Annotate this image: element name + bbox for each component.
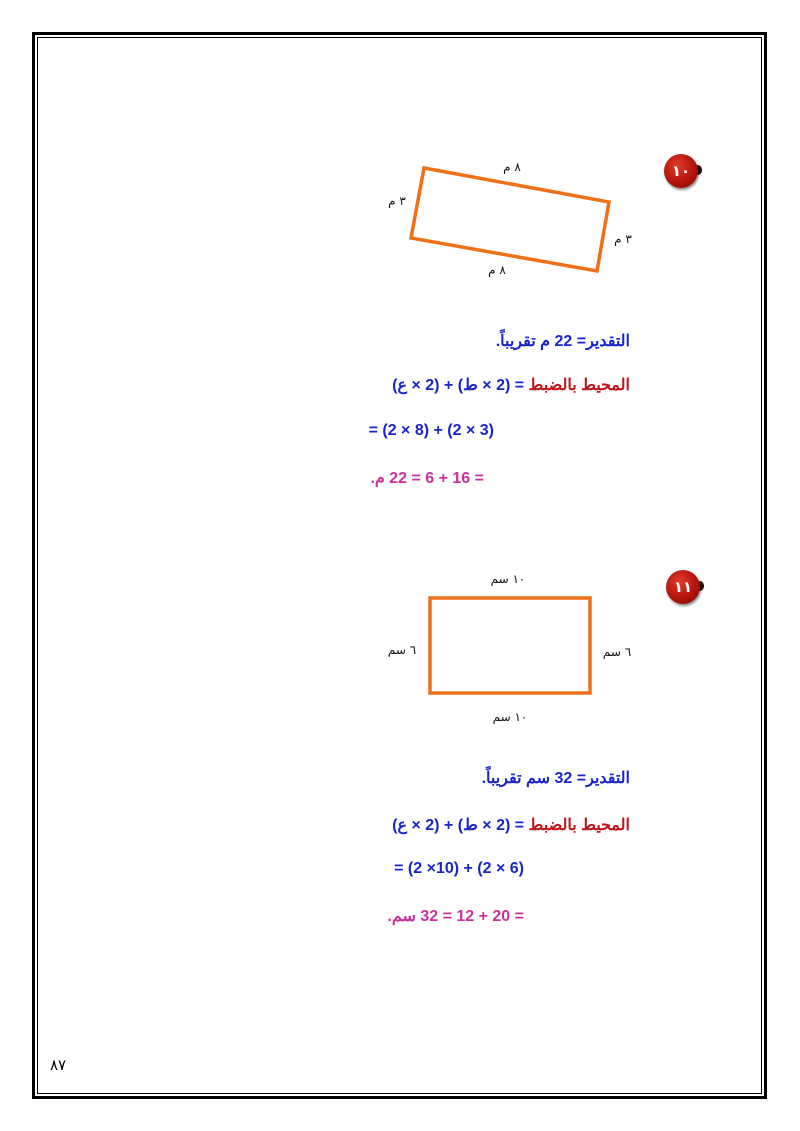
estimate-label: التقدير=: [576, 333, 630, 350]
exact-perimeter-line: [392, 375, 630, 395]
dimension-top: ٨ م: [503, 160, 521, 174]
estimate-line: [496, 331, 630, 351]
calculation-step-1: = (2 × 8) + (2 × 3): [368, 422, 494, 439]
problem-number-badge-11: [666, 570, 700, 604]
exact-perimeter-line: [392, 815, 630, 835]
page-number: ٨٧: [50, 1056, 67, 1074]
dimension-bottom: ٨ م: [488, 263, 506, 277]
problem-number: ١٠: [671, 162, 691, 180]
dimension-left: ٦ سم: [387, 643, 417, 657]
dimension-bottom: ١٠ سم: [492, 710, 528, 724]
estimate-value: 22 م تقريباً.: [495, 333, 573, 350]
dimension-right: ٣ م: [614, 232, 632, 246]
estimate-label: التقدير=: [576, 770, 630, 787]
calculation-result: = 20 + 12 = 32 سم.: [387, 908, 524, 925]
calculation-step-1: = (2 ×10) + (2 × 6): [394, 860, 524, 877]
calculation-result: = 16 + 6 = 22 م.: [370, 470, 484, 487]
rectangle-figure-10: [411, 168, 609, 271]
exact-label: المحيط بالضبط: [528, 377, 630, 394]
dimension-right: ٦ سم: [602, 645, 632, 659]
dimension-top: ١٠ سم: [490, 572, 526, 586]
estimate-value: 32 سم تقريباً.: [481, 770, 573, 787]
dimension-left: ٣ م: [388, 194, 406, 208]
estimate-line: [482, 768, 630, 788]
exact-formula: = (2 × ط) + (2 × ع): [392, 817, 525, 834]
exact-formula: = (2 × ط) + (2 × ع): [392, 377, 525, 394]
rectangle-figure-11: [430, 598, 590, 693]
exact-label: المحيط بالضبط: [528, 817, 630, 834]
problem-number: ١١: [673, 578, 693, 596]
